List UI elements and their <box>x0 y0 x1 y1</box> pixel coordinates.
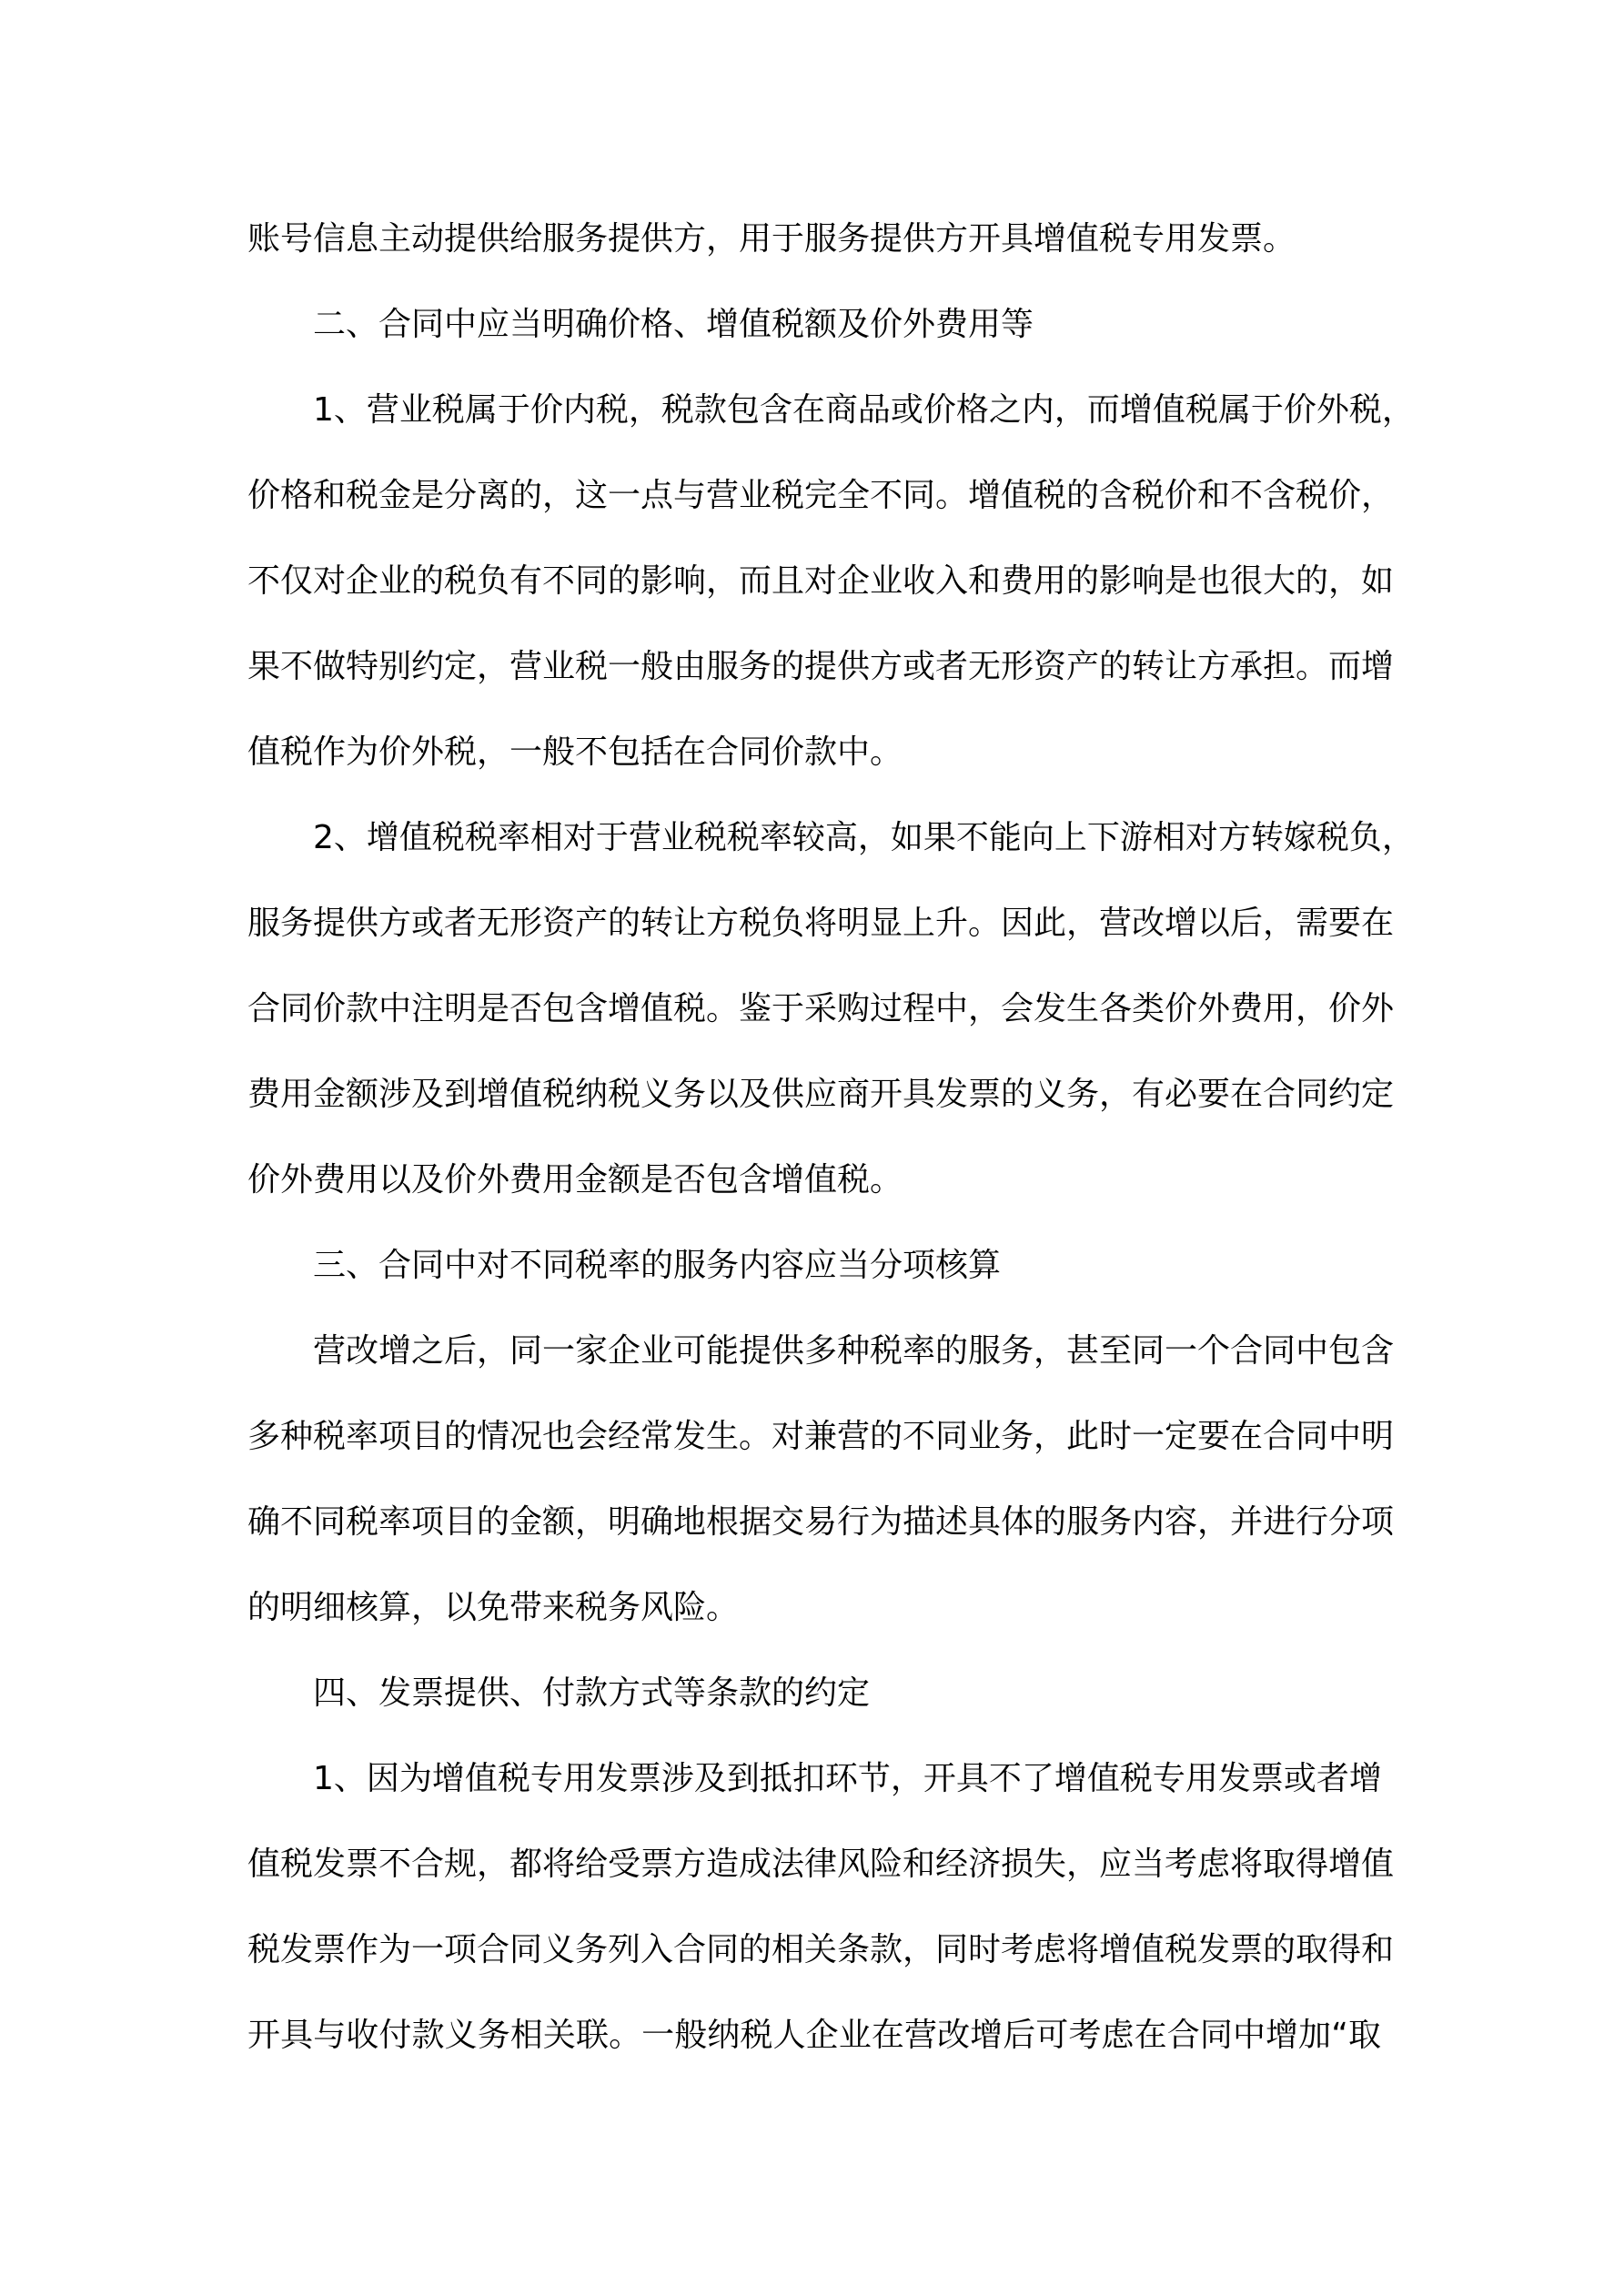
paragraph-line: 确不同税率项目的金额，明确地根据交易行为描述具体的服务内容，并进行分项 <box>247 1503 1395 1541</box>
paragraph-line: 多种税率项目的情况也会经常发生。对兼营的不同业务，此时一定要在合同中明 <box>247 1418 1395 1455</box>
section-heading-2: 二、合同中应当明确价格、增值税额及价外费用等 <box>313 306 1034 343</box>
section-heading-3: 三、合同中对不同税率的服务内容应当分项核算 <box>313 1247 1002 1284</box>
section-heading-4: 四、发票提供、付款方式等条款的约定 <box>313 1674 871 1712</box>
paragraph-line: 2、增值税税率相对于营业税税率较高，如果不能向上下游相对方转嫁税负， <box>313 819 1415 856</box>
paragraph-line: 果不做特别约定，营业税一般由服务的提供方或者无形资产的转让方承担。而增 <box>247 648 1395 685</box>
paragraph-line: 1、因为增值税专用发票涉及到抵扣环节，开具不了增值税专用发票或者增 <box>313 1760 1382 1797</box>
paragraph-line-continuation: 账号信息主动提供给服务提供方，用于服务提供方开具增值税专用发票。 <box>247 220 1296 258</box>
paragraph-line: 价外费用以及价外费用金额是否包含增值税。 <box>247 1161 903 1199</box>
paragraph-line: 税发票作为一项合同义务列入合同的相关条款，同时考虑将增值税发票的取得和 <box>247 1931 1395 1968</box>
paragraph-line: 服务提供方或者无形资产的转让方税负将明显上升。因此，营改增以后，需要在 <box>247 905 1395 942</box>
paragraph-line: 费用金额涉及到增值税纳税义务以及供应商开具发票的义务，有必要在合同约定 <box>247 1076 1395 1113</box>
paragraph-line: 营改增之后，同一家企业可能提供多种税率的服务，甚至同一个合同中包含 <box>313 1332 1395 1370</box>
paragraph-line: 不仅对企业的税负有不同的影响，而且对企业收入和费用的影响是也很大的，如 <box>247 562 1395 600</box>
paragraph-line: 价格和税金是分离的，这一点与营业税完全不同。增值税的含税价和不含税价， <box>247 477 1395 514</box>
paragraph-line: 1、营业税属于价内税，税款包含在商品或价格之内，而增值税属于价外税， <box>313 391 1415 429</box>
paragraph-line: 开具与收付款义务相关联。一般纳税人企业在营改增后可考虑在合同中增加“取 <box>247 2017 1381 2054</box>
paragraph-line: 值税作为价外税，一般不包括在合同价款中。 <box>247 733 903 771</box>
paragraph-line: 合同价款中注明是否包含增值税。鉴于采购过程中，会发生各类价外费用，价外 <box>247 990 1395 1027</box>
paragraph-line: 的明细核算，以免带来税务风险。 <box>247 1589 740 1626</box>
paragraph-line: 值税发票不合规，都将给受票方造成法律风险和经济损失，应当考虑将取得增值 <box>247 1846 1395 1883</box>
